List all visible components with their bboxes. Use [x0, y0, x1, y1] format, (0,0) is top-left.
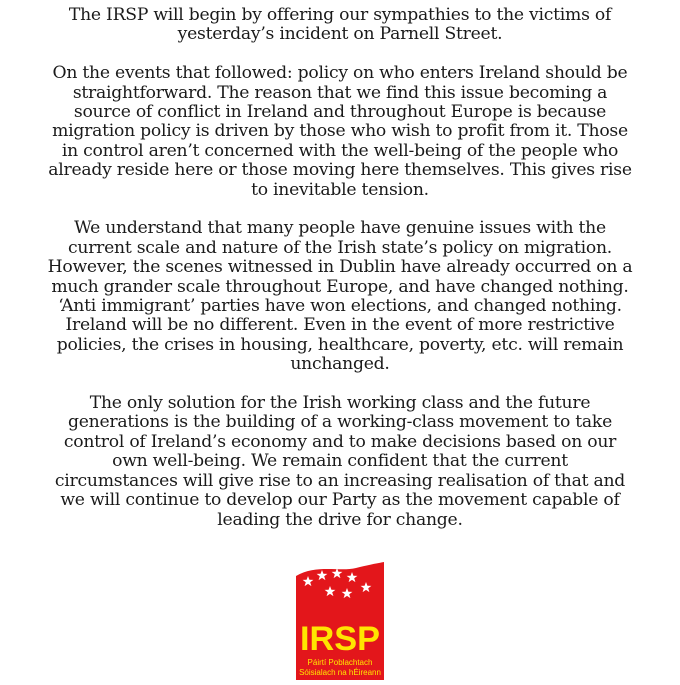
- statement-paragraph-1: [6, 6, 674, 45]
- text-line: migration policy is driven by those who wish to profit from it. Those: [52, 121, 628, 142]
- text-line: ‘Anti immigrant’ parties have won elections, and changed nothing.: [58, 296, 622, 317]
- statement-paragraph-2: [6, 64, 674, 200]
- text-line: The only solution for the Irish working class and the future: [89, 393, 591, 414]
- text-line: control of Ireland’s economy and to make decisions based on our: [63, 431, 617, 452]
- text-line: much grander scale throughout Europe, and have changed nothing.: [51, 276, 629, 297]
- text-line: However, the scenes witnessed in Dublin have already occurred on a: [47, 257, 633, 278]
- text-line: straightforward. The reason that we find this issue becoming a: [72, 82, 608, 103]
- text-line: leading the drive for change.: [217, 509, 463, 530]
- statement-paragraph-3: [6, 219, 674, 374]
- text-line: policies, the crises in housing, healthcare, poverty, etc. will remain: [56, 334, 624, 355]
- text-line: source of conflict in Ireland and throughout Europe is because: [73, 102, 607, 123]
- text-line: in control aren’t concerned with the well-being of the people who: [61, 140, 619, 161]
- text-line: The IRSP will begin by offering our sympathies to the victims of: [68, 5, 612, 25]
- irsp-logo: [294, 562, 386, 680]
- statement-text: [6, 6, 674, 549]
- text-line: On the events that followed: policy on who enters Ireland should be: [52, 63, 628, 84]
- logo-subtitle-line-2: Sóisialach na hÉireann: [299, 668, 381, 677]
- irsp-flag-logo: [294, 562, 386, 680]
- text-line: current scale and nature of the Irish state’s policy on migration.: [68, 237, 612, 258]
- text-line: already reside here or those moving here themselves. This gives rise: [48, 160, 632, 181]
- text-line: yesterday’s incident on Parnell Street.: [177, 24, 503, 45]
- statement-paragraph-4: [6, 394, 674, 530]
- logo-subtitle-line-1: Páirtí Poblachtach: [307, 658, 373, 667]
- text-line: own well-being. We remain confident that the current: [112, 451, 568, 472]
- logo-acronym: IRSP: [300, 620, 380, 658]
- text-line: we will continue to develop our Party as the movement capable of: [60, 490, 620, 511]
- text-line: Ireland will be no different. Even in the event of more restrictive: [65, 315, 615, 336]
- text-line: unchanged.: [290, 354, 390, 375]
- text-line: to inevitable tension.: [251, 179, 429, 200]
- text-line: circumstances will give rise to an increasing realisation of that and: [54, 470, 626, 491]
- text-line: generations is the building of a working-class movement to take: [67, 412, 613, 433]
- text-line: We understand that many people have genuine issues with the: [74, 218, 606, 239]
